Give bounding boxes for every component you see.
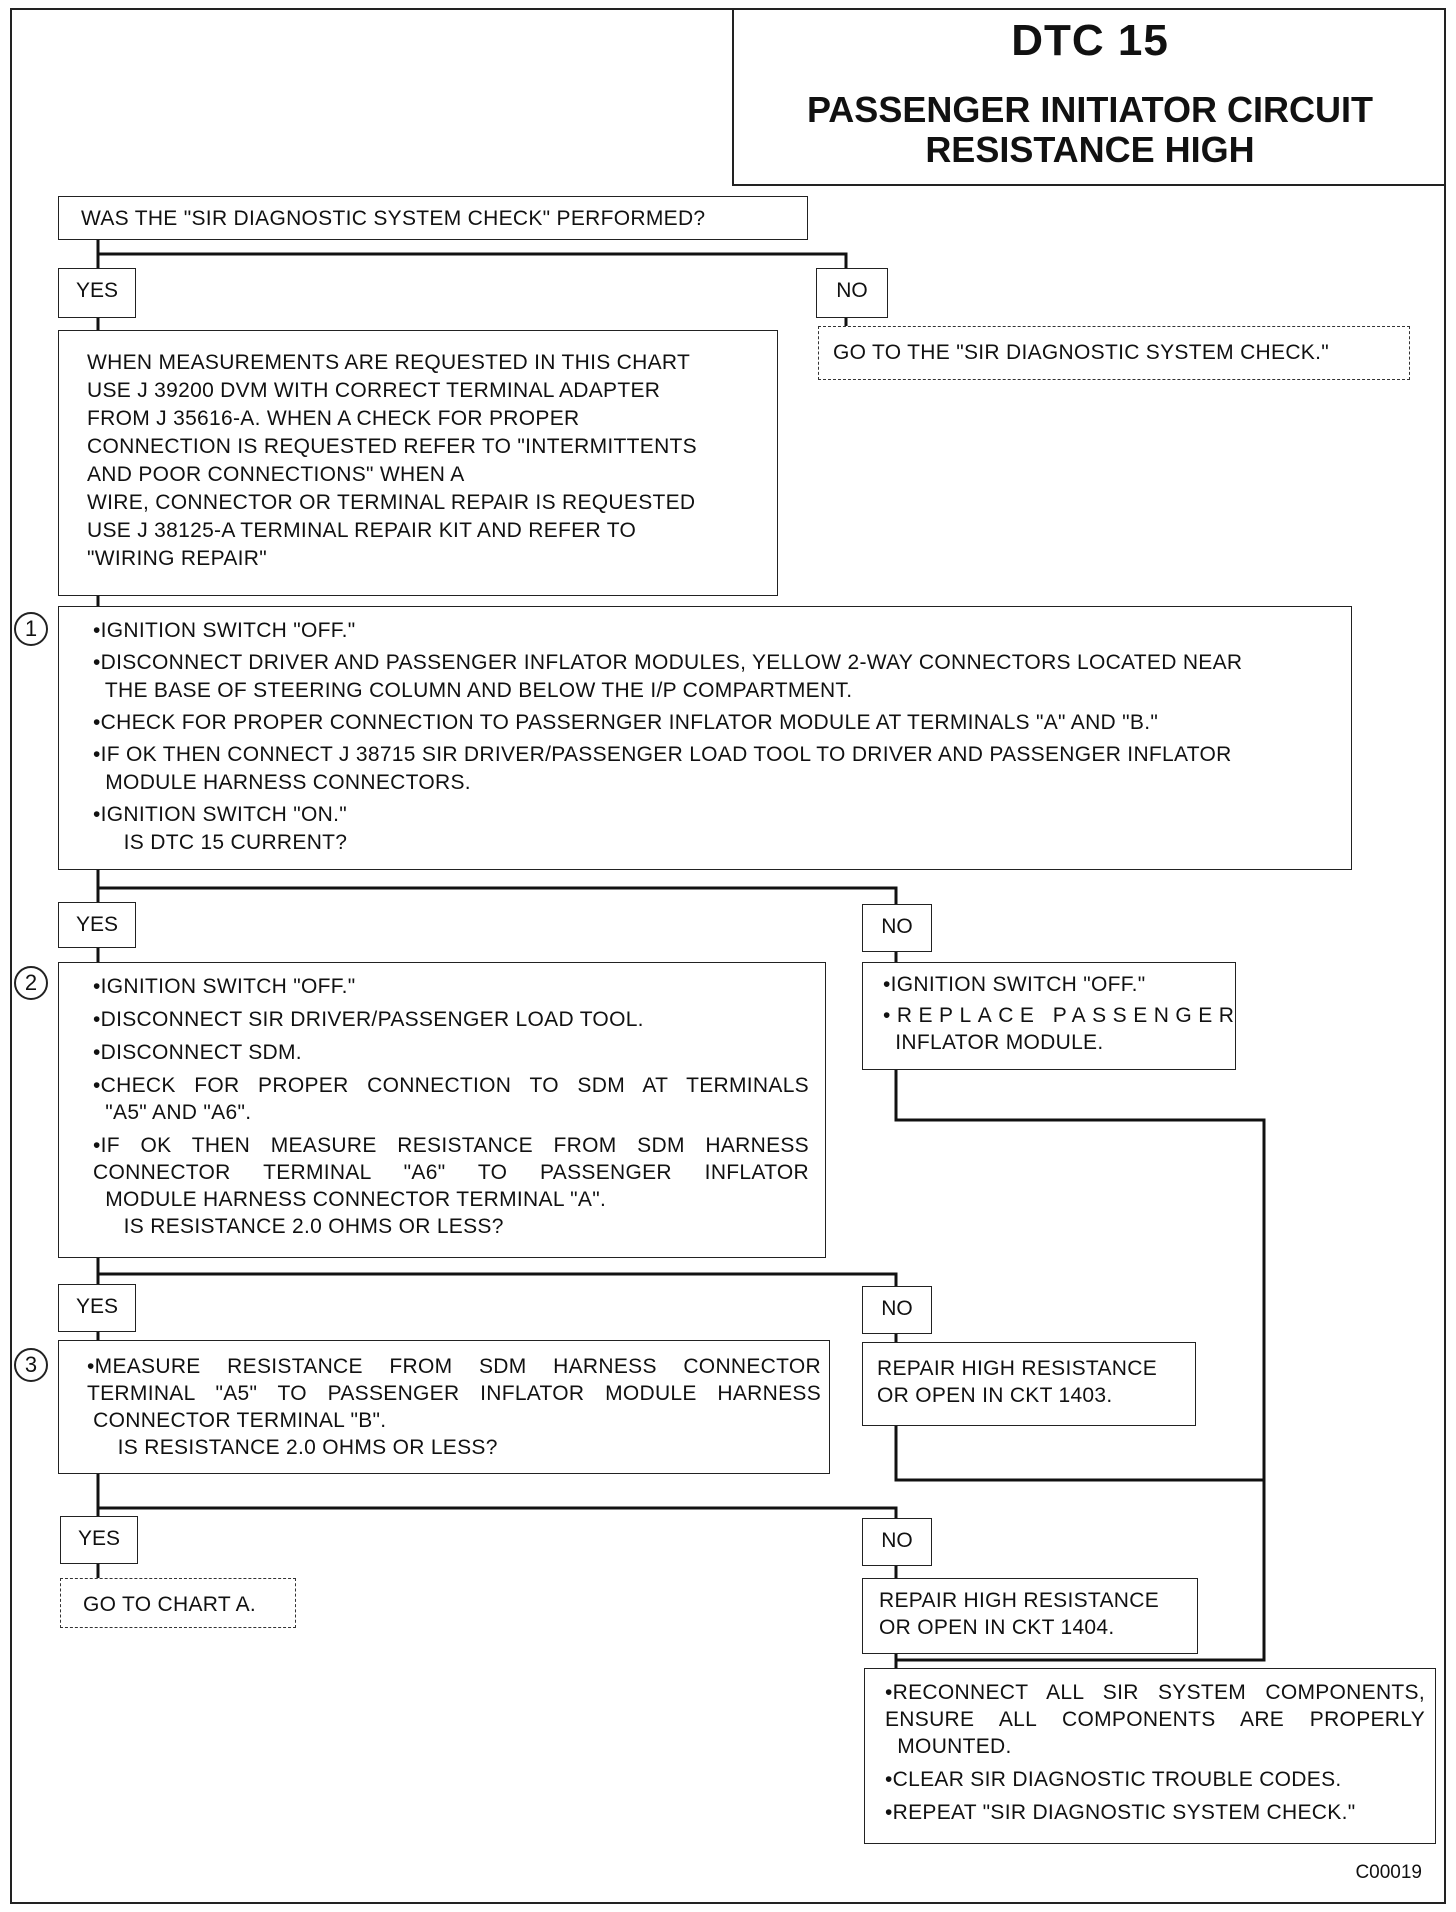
repair-1403-line: OR OPEN IN CKT 1403. <box>877 1384 1113 1407</box>
step-1-box <box>58 606 1352 870</box>
no-label: NO <box>862 904 932 952</box>
yes-label: YES <box>60 1516 138 1564</box>
no-label: NO <box>862 1518 932 1566</box>
intro-instructions <box>58 330 778 596</box>
repair-ckt-1404 <box>862 1578 1198 1654</box>
intro-line: AND POOR CONNECTIONS" WHEN A <box>87 463 465 486</box>
goto-chart-a-box <box>60 1578 296 1628</box>
intro-line: FROM J 35616-A. WHEN A CHECK FOR PROPER <box>87 407 580 430</box>
connector-step1 <box>98 868 896 906</box>
connector-step3 <box>98 1474 896 1520</box>
connector-q0 <box>98 238 846 272</box>
step-3-line: CONNECTOR TERMINAL "B". <box>87 1409 387 1432</box>
final-line: •REPEAT "SIR DIAGNOSTIC SYSTEM CHECK." <box>885 1801 1356 1824</box>
step-2-marker: 2 <box>14 966 48 1000</box>
step-1-no-action <box>862 962 1241 1070</box>
dtc-code: DTC 15 <box>1011 16 1169 65</box>
step-1-line: THE BASE OF STEERING COLUMN AND BELOW THE I/P COMPARTMENT. <box>93 679 853 702</box>
repair-ckt-1403 <box>862 1342 1196 1426</box>
step-2-line: "A5" AND "A6". <box>93 1101 252 1124</box>
question-text: WAS THE "SIR DIAGNOSTIC SYSTEM CHECK" PERFORMED? <box>81 207 706 230</box>
step-1-line: •DISCONNECT DRIVER AND PASSENGER INFLATOR MODULES, YELLOW 2-WAY CONNECTORS LOCATED NEAR <box>93 651 1243 674</box>
step-2-line: MODULE HARNESS CONNECTOR TERMINAL "A". <box>93 1188 607 1211</box>
step-2-line: •CHECK FOR PROPER CONNECTION TO SDM AT TERMINALS <box>93 1074 809 1097</box>
title-line-1: PASSENGER INITIATOR CIRCUIT <box>806 89 1374 130</box>
step-3-box <box>58 1340 830 1474</box>
step-2-line: •IF OK THEN MEASURE RESISTANCE FROM SDM HARNESS <box>93 1134 809 1157</box>
question-sir-check-performed <box>58 196 808 240</box>
figure-code: C00019 <box>1355 1862 1422 1883</box>
title-line-2: RESISTANCE HIGH <box>925 129 1255 170</box>
step-1-line: •IGNITION SWITCH "OFF." <box>93 619 356 642</box>
intro-line: USE J 38125-A TERMINAL REPAIR KIT AND REFER TO <box>87 519 637 542</box>
step-1-line: IS DTC 15 CURRENT? <box>93 831 348 854</box>
intro-line: WHEN MEASUREMENTS ARE REQUESTED IN THIS CHART <box>87 351 691 374</box>
repair-1404-line: REPAIR HIGH RESISTANCE <box>879 1589 1160 1612</box>
step-1-line: •CHECK FOR PROPER CONNECTION TO PASSERNGER INFLATOR MODULE AT TERMINALS "A" AND "B." <box>93 711 1159 734</box>
step-3-line: •MEASURE RESISTANCE FROM SDM HARNESS CONNECTOR <box>87 1355 821 1378</box>
intro-line: USE J 39200 DVM WITH CORRECT TERMINAL ADAPTER <box>87 379 661 402</box>
step-1-no-line: •REPLACE PASSENGER <box>883 1004 1241 1027</box>
step-2-line: •DISCONNECT SDM. <box>93 1041 302 1064</box>
step-2-box <box>58 962 826 1258</box>
final-actions-box <box>864 1668 1436 1844</box>
goto-sir-check-text: GO TO THE "SIR DIAGNOSTIC SYSTEM CHECK." <box>833 341 1329 364</box>
connector-1403-trunk <box>896 1426 1264 1480</box>
step-2-line: •DISCONNECT SIR DRIVER/PASSENGER LOAD TOOL. <box>93 1008 644 1031</box>
final-line: •RECONNECT ALL SIR SYSTEM COMPONENTS, <box>885 1681 1425 1704</box>
intro-line: "WIRING REPAIR" <box>87 547 268 570</box>
step-1-line: •IGNITION SWITCH "ON." <box>93 803 348 826</box>
repair-1404-line: OR OPEN IN CKT 1404. <box>879 1616 1115 1639</box>
final-line: MOUNTED. <box>885 1735 1012 1758</box>
final-line: ENSURE ALL COMPONENTS ARE PROPERLY <box>885 1708 1425 1731</box>
step-3-line: TERMINAL "A5" TO PASSENGER INFLATOR MODULE HARNESS <box>87 1382 821 1405</box>
yes-label: YES <box>58 268 136 318</box>
step-2-line: •IGNITION SWITCH "OFF." <box>93 975 356 998</box>
yes-label: YES <box>58 1284 136 1332</box>
goto-chart-a-text: GO TO CHART A. <box>83 1593 257 1616</box>
step-1-no-line: INFLATOR MODULE. <box>883 1031 1104 1054</box>
no-label: NO <box>862 1286 932 1334</box>
step-2-line: CONNECTOR TERMINAL "A6" TO PASSENGER INFLATOR <box>93 1161 809 1184</box>
goto-sir-check-box <box>818 326 1410 380</box>
intro-line: WIRE, CONNECTOR OR TERMINAL REPAIR IS REQUESTED <box>87 491 696 514</box>
final-line: •CLEAR SIR DIAGNOSTIC TROUBLE CODES. <box>885 1768 1342 1791</box>
yes-label: YES <box>58 902 136 948</box>
repair-1403-line: REPAIR HIGH RESISTANCE <box>877 1357 1158 1380</box>
connector-step2 <box>98 1258 896 1288</box>
step-1-no-line: •IGNITION SWITCH "OFF." <box>883 973 1146 996</box>
step-3-marker: 3 <box>14 1348 48 1382</box>
step-1-marker: 1 <box>14 612 48 646</box>
intro-line: CONNECTION IS REQUESTED REFER TO "INTERMITTENTS <box>87 435 697 458</box>
no-label: NO <box>816 268 888 318</box>
step-3-line: IS RESISTANCE 2.0 OHMS OR LESS? <box>87 1436 498 1459</box>
step-1-line: MODULE HARNESS CONNECTORS. <box>93 771 471 794</box>
step-2-line: IS RESISTANCE 2.0 OHMS OR LESS? <box>93 1215 504 1238</box>
step-1-line: •IF OK THEN CONNECT J 38715 SIR DRIVER/PASSENGER LOAD TOOL TO DRIVER AND PASSENGER INFLATOR <box>93 743 1232 766</box>
